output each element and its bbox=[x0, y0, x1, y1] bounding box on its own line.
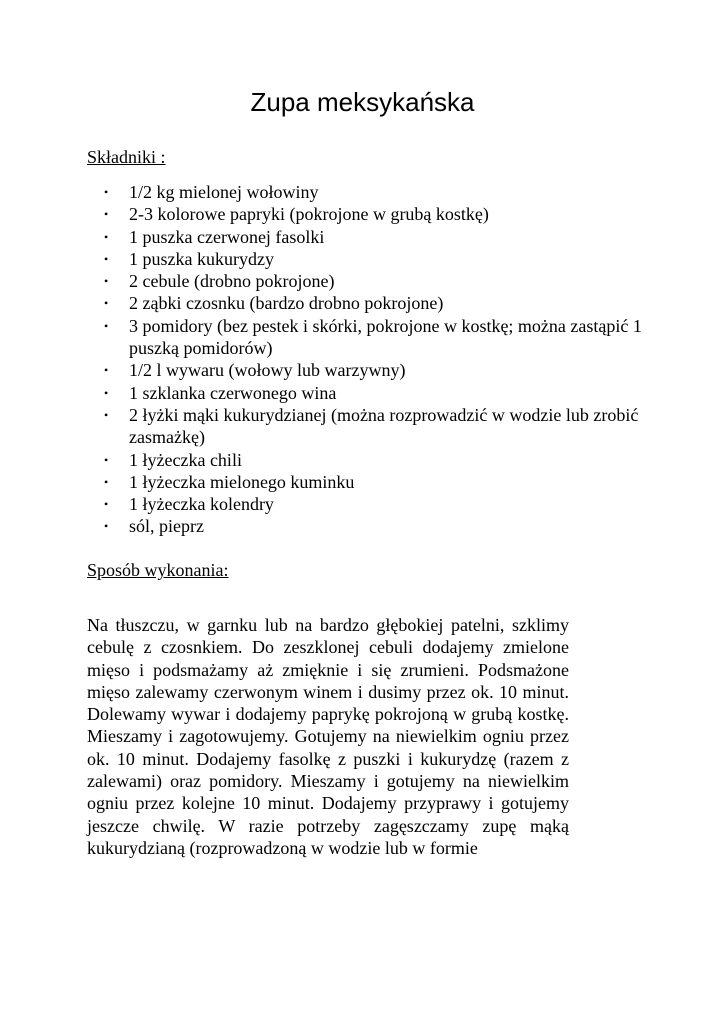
ingredients-heading: Składniki : bbox=[87, 147, 166, 167]
bullet-icon: • bbox=[104, 318, 109, 333]
bullet-icon: • bbox=[104, 474, 109, 489]
bullet-icon: • bbox=[104, 274, 109, 289]
bullet-icon: • bbox=[104, 452, 109, 467]
ingredient-text: 1/2 kg mielonej wołowiny bbox=[129, 182, 319, 202]
ingredient-text: 3 pomidory (bez pestek i skórki, pokrojone w kostkę; można zastąpić 1 puszką pomidorów) bbox=[129, 315, 642, 359]
ingredient-item bbox=[87, 315, 642, 360]
bullet-icon: • bbox=[104, 251, 109, 266]
ingredient-item bbox=[87, 515, 642, 537]
ingredient-text: 2 łyżki mąki kukurydzianej (można rozprowadzić w wodzie lub zrobić zasmażkę) bbox=[129, 404, 639, 448]
ingredient-item bbox=[87, 292, 642, 314]
ingredient-item bbox=[87, 203, 642, 225]
bullet-icon: • bbox=[104, 385, 109, 400]
ingredient-text: 1 łyżeczka kolendry bbox=[129, 494, 274, 515]
bullet-icon: • bbox=[104, 185, 109, 199]
ingredient-text: 1 puszka kukurydzy bbox=[129, 248, 274, 269]
recipe-title: Zupa meksykańska bbox=[250, 87, 475, 117]
ingredient-text: 1 łyżeczka mielonego kuminku bbox=[129, 471, 355, 492]
ingredient-item bbox=[87, 493, 642, 515]
ingredient-item bbox=[87, 471, 642, 493]
ingredient-text: sól, pieprz bbox=[129, 516, 204, 537]
ingredient-text: 2 ząbki czosnku (bardzo drobno pokrojone) bbox=[129, 293, 444, 314]
ingredient-text: 1 szklanka czerwonego wina bbox=[129, 382, 337, 403]
bullet-icon: • bbox=[104, 407, 109, 422]
bullet-icon: • bbox=[104, 519, 109, 534]
method-paragraph: Na tłuszczu, w garnku lub na bardzo głębokiej patelni, szklimy cebulę z czosnkiem. Do zeszklonej cebuli dodajemy zmielone mięso i podsmażamy aż zmięknie i się zrumieni. Podsmażone mięso zalewamy czerwonym winem i dusimy przez ok. 10 minut. Dolewamy wywar i dodajemy paprykę pokrojoną w grubą kostkę. Mieszamy i zagotowujemy. Gotujemy na niewielkim ogniu przez ok. 10 minut. Dodajemy fasolkę z puszki i kukurydzę (razem z zalewami) oraz pomidory. Mieszamy i gotujemy na niewielkim ogniu przez kolejne 10 minut. Dodajemy przyprawy i gotujemy jeszcze chwilę. W razie potrzeby zagęszczamy zupę mąką kukurydzianą (rozprowadzoną w wodzie lub w formie bbox=[87, 615, 569, 858]
ingredient-item bbox=[87, 226, 642, 248]
ingredient-item bbox=[87, 181, 642, 203]
ingredient-item bbox=[87, 270, 642, 292]
ingredient-item bbox=[87, 449, 642, 471]
ingredient-text: 1 puszka czerwonej fasolki bbox=[129, 226, 325, 247]
method-heading: Sposób wykonania: bbox=[87, 560, 229, 580]
bullet-icon: • bbox=[104, 229, 109, 244]
bullet-icon: • bbox=[104, 497, 109, 512]
ingredient-item bbox=[87, 248, 642, 270]
ingredient-item bbox=[87, 359, 642, 381]
ingredient-item bbox=[87, 404, 642, 449]
ingredients-list bbox=[87, 181, 642, 538]
ingredient-item bbox=[87, 382, 642, 404]
bullet-icon: • bbox=[104, 363, 109, 378]
ingredient-text: 2-3 kolorowe papryki (pokrojone w grubą kostkę) bbox=[129, 204, 489, 225]
ingredient-text: 1 łyżeczka chili bbox=[129, 449, 242, 470]
bullet-icon: • bbox=[104, 296, 109, 311]
ingredient-text: 1/2 l wywaru (wołowy lub warzywny) bbox=[129, 360, 406, 381]
bullet-icon: • bbox=[104, 207, 109, 222]
ingredient-text: 2 cebule (drobno pokrojone) bbox=[129, 271, 335, 292]
